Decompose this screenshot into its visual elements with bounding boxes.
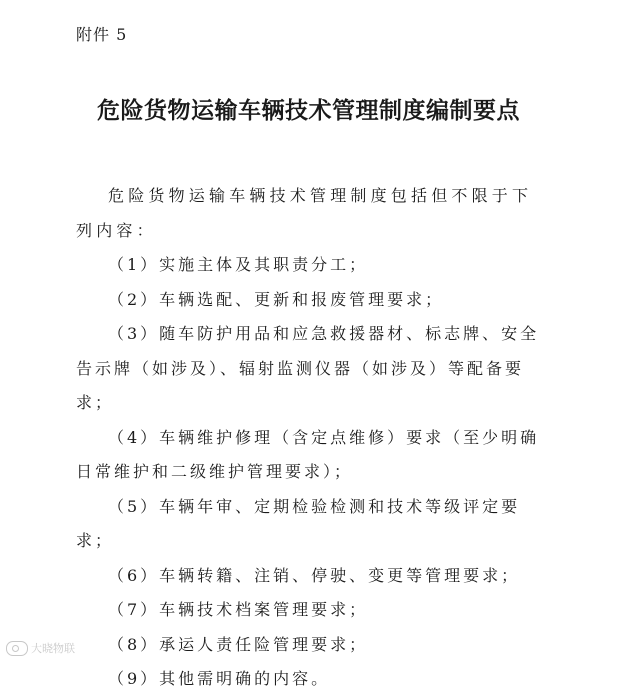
document-title: 危险货物运输车辆技术管理制度编制要点: [97, 98, 520, 124]
list-item: （1）实施主体及其职责分工；: [108, 255, 369, 274]
watermark: [6, 640, 75, 656]
list-item: （2）车辆选配、更新和报废管理要求；: [108, 289, 445, 309]
list-item: （8）承运人责任险管理要求；: [108, 634, 369, 654]
list-item: （4）车辆维护修理（含定点维修）要求（至少明确日常维护和二级维护管理要求）；: [76, 427, 540, 481]
intro-paragraph: 危险货物运输车辆技术管理制度包括但不限于下列内容：: [76, 186, 533, 240]
attachment-label: 附件 5: [76, 25, 128, 44]
watermark-logo-icon: [6, 641, 28, 656]
list-item: （3）随车防护用品和应急救援器材、标志牌、安全告示牌（如涉及）、辐射监测仪器（如涉及）等配备要求；: [76, 324, 540, 412]
document-body: [76, 179, 546, 697]
list-item: （7）车辆技术档案管理要求；: [108, 600, 369, 619]
list-item: （6）车辆转籍、注销、停驶、变更等管理要求；: [108, 565, 521, 585]
list-item: （5）车辆年审、定期检验检测和技术等级评定要求；: [76, 496, 521, 550]
list-item: （9）其他需明确的内容。: [108, 669, 331, 688]
watermark-text: 大晓物联: [31, 642, 75, 655]
